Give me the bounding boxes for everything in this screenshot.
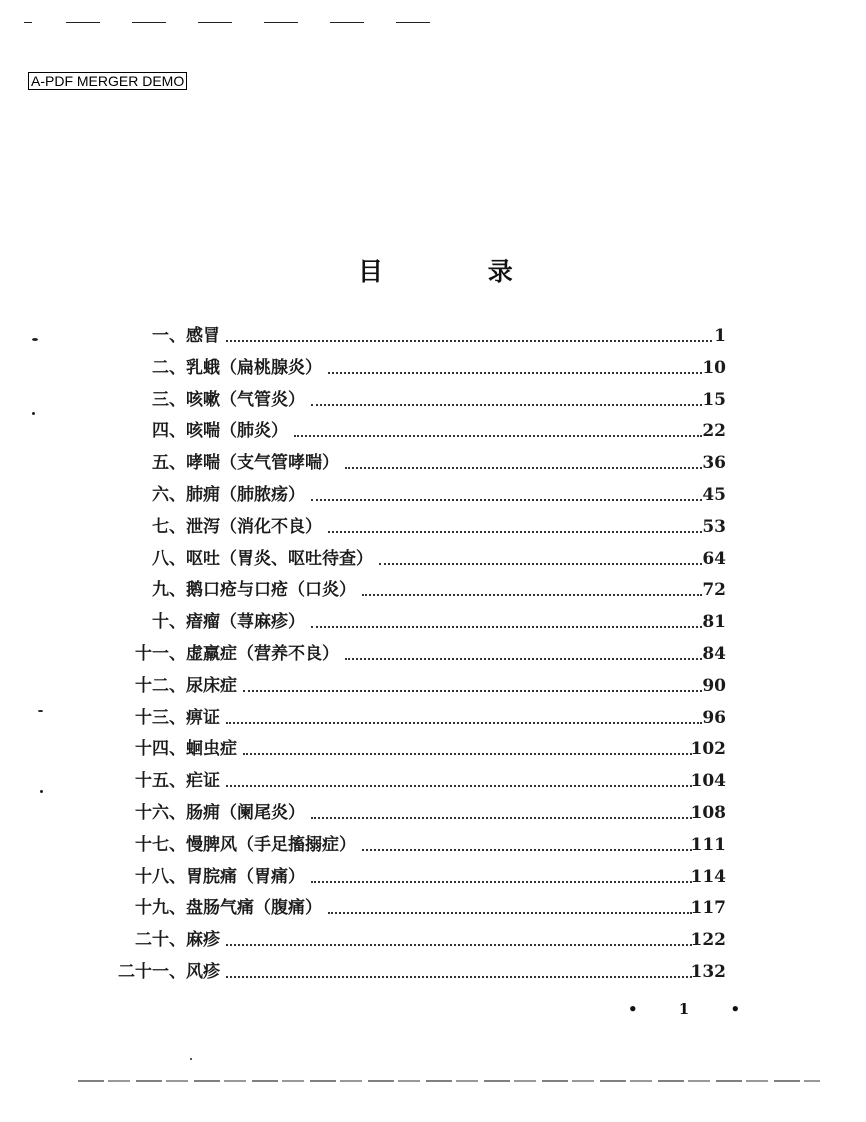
toc-leader-dots [362,570,702,596]
toc-entry-page: 102 [690,739,726,760]
toc-entry-number: 十三、 [135,707,186,728]
toc-entry [0,610,866,634]
toc-entry-title: 肺痈（肺脓疡） [186,485,305,505]
scan-speck [32,338,38,341]
toc-entry-number: 十六、 [135,803,186,823]
toc-entry-page: 72 [702,580,726,601]
toc-entry-page: 122 [690,930,726,951]
toc-entry-number: 十五、 [135,771,186,792]
toc-entry [0,801,866,825]
toc-entry [0,833,866,857]
toc-entry-number: 七、 [152,516,186,537]
toc-entry [0,578,866,602]
toc-entry-page: 22 [702,421,726,442]
toc-entry-title: 痹证 [186,707,220,728]
toc-entry [0,928,866,952]
toc-leader-dots [345,634,702,660]
toc-entry-title: 感冒 [186,326,220,346]
toc-entry-number: 十九、 [135,898,186,919]
toc-entry-page: 117 [690,898,726,919]
toc-leader-dots [311,857,692,883]
toc-entry-number: 九、 [152,580,186,601]
toc-entry [0,769,866,793]
toc-entry-title: 胃脘痛（胃痛） [186,866,305,887]
toc-entry-number: 五、 [152,453,186,474]
toc-leader-dots [362,825,692,851]
watermark-label: A-PDF MERGER DEMO [28,72,187,90]
toc-leader-dots [243,729,692,755]
toc-leader-dots [328,888,692,914]
toc-entry-number: 一、 [152,326,186,346]
toc-entry [0,547,866,571]
toc-leader-dots [226,952,692,978]
toc-entry [0,737,866,761]
scan-speck [190,1058,192,1060]
toc-leader-dots [311,380,702,406]
toc-entry [0,865,866,889]
toc-entry [0,483,866,507]
toc-entry-page: 96 [702,707,726,728]
toc-entry-page: 90 [702,675,726,696]
toc-entry-title: 蛔虫症 [186,739,237,760]
toc-entry [0,515,866,539]
toc-entry [0,674,866,698]
toc-entry-number: 三、 [152,389,186,410]
toc-entry-page: 132 [690,962,726,982]
toc-entry-page: 84 [702,644,726,664]
toc-entry-title: 咳喘（肺炎） [186,421,288,442]
toc-entry [0,960,866,984]
scan-speck [40,790,43,793]
toc-entry-title: 疟证 [186,771,220,792]
toc-entry [0,419,866,443]
toc-leader-dots [311,793,692,819]
toc-leader-dots [226,698,702,724]
toc-entry-number: 六、 [152,485,186,505]
toc-leader-dots [311,602,702,628]
toc-entry-page: 10 [702,357,726,378]
scan-speck [32,412,35,415]
toc-entry-number: 十七、 [135,834,186,855]
toc-entry-title: 哮喘（支气管哮喘） [186,453,339,474]
toc-entry-page: 53 [702,516,726,537]
toc-leader-dots [226,761,692,787]
toc-leader-dots [345,443,702,469]
toc-entry-page: 45 [702,485,726,505]
toc-entry-number: 四、 [152,421,186,442]
toc-entry-number: 十八、 [135,866,186,887]
toc-entry-page: 81 [702,612,726,633]
toc-entry [0,324,866,348]
toc-entry [0,642,866,666]
toc-entry [0,706,866,730]
toc-entry-title: 咳嗽（气管炎） [186,389,305,410]
toc-leader-dots [328,507,702,533]
toc-entry-title: 慢脾风（手足搐搦症） [186,834,356,855]
toc-leader-dots [226,316,712,342]
toc-entry [0,356,866,380]
toc-leader-dots [379,539,702,565]
toc-entry [0,451,866,475]
toc-entry-title: 泄泻（消化不良） [186,516,322,537]
toc-entry-title: 肠痈（阑尾炎） [186,803,305,823]
toc-entry-number: 二、 [152,357,186,378]
toc-entry-page: 111 [690,834,726,855]
toc-entry-number: 十、 [152,612,186,633]
toc-entry-title: 瘖瘤（荨麻疹） [186,612,305,633]
toc-entry-page: 36 [702,453,726,474]
toc-entry-title: 尿床症 [186,675,237,696]
scan-speck [38,710,43,712]
toc-entry-page: 64 [702,548,726,569]
toc-entry-title: 鹅口疮与口疮（口炎） [186,580,356,601]
toc-entry-number: 十四、 [135,739,186,760]
toc-entry-page: 108 [690,803,726,823]
page-title: 目 录 [358,257,561,286]
toc-entry-page: 15 [702,389,726,410]
toc-entry-page: 1 [714,326,726,346]
scan-bottom-edge [78,1080,820,1082]
toc-entry-page: 104 [690,771,726,792]
toc-entry-number: 八、 [152,548,186,569]
toc-entry-number: 二十、 [135,930,186,951]
page-number: • 1 • [628,1000,759,1018]
toc-entry-number: 十一、 [135,644,186,664]
toc-entry-page: 114 [690,866,726,887]
toc-entry [0,388,866,412]
toc-entry-number: 十二、 [135,675,186,696]
toc-entry-title: 盘肠气痛（腹痛） [186,898,322,919]
toc-leader-dots [294,411,702,437]
toc-leader-dots [328,348,702,374]
toc-entry-title: 乳蛾（扁桃腺炎） [186,357,322,378]
toc-leader-dots [226,920,692,946]
toc-entry-title: 虚羸症（营养不良） [186,644,339,664]
toc-entry-title: 呕吐（胃炎、呕吐待查） [186,548,373,569]
toc-entry-title: 风疹 [186,962,220,982]
toc-entry-title: 麻疹 [186,930,220,951]
toc-leader-dots [311,475,702,501]
toc-entry [0,896,866,920]
toc-leader-dots [243,666,702,692]
toc-entry-number: 二十一、 [118,962,186,982]
